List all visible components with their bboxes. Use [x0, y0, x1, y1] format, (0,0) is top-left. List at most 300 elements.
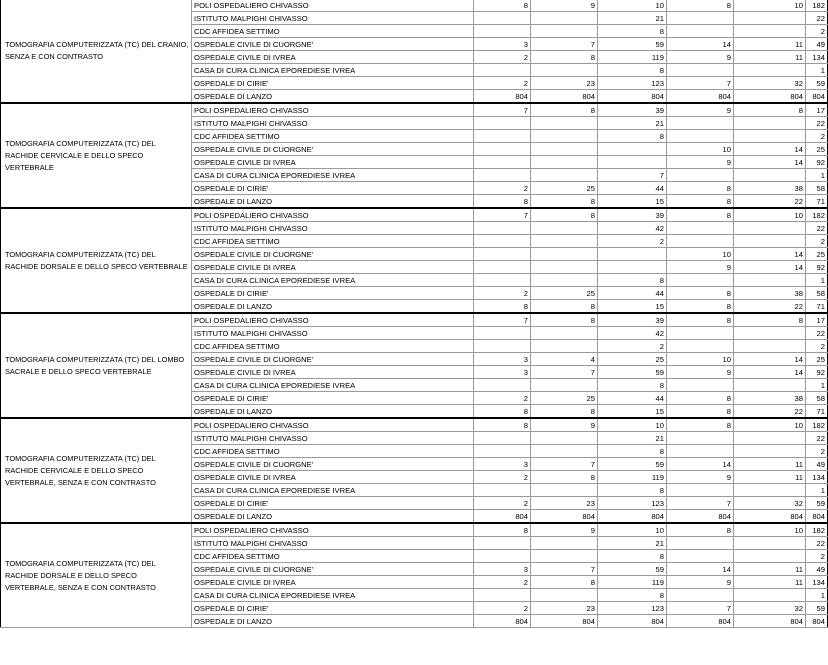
value-cell: 8 — [667, 287, 734, 300]
hospital-name-cell: CASA DI CURA CLINICA EPOREDIESE IVREA — [192, 169, 474, 182]
hospital-name-cell: ISTITUTO MALPIGHI CHIVASSO — [192, 117, 474, 130]
value-cell — [667, 379, 734, 392]
hospital-name-cell: CASA DI CURA CLINICA EPOREDIESE IVREA — [192, 379, 474, 392]
hospital-name-cell: OSPEDALE DI LANZO — [192, 195, 474, 209]
value-cell — [474, 12, 531, 25]
value-cell: 22 — [806, 12, 828, 25]
value-cell — [734, 484, 806, 497]
value-cell — [667, 484, 734, 497]
value-cell: 9 — [667, 103, 734, 117]
value-cell — [531, 117, 598, 130]
value-cell: 9 — [531, 523, 598, 537]
value-cell — [598, 143, 667, 156]
value-cell: 32 — [734, 497, 806, 510]
value-cell: 39 — [598, 313, 667, 327]
value-cell: 8 — [734, 103, 806, 117]
value-cell — [734, 222, 806, 235]
value-cell: 9 — [667, 576, 734, 589]
value-cell — [734, 445, 806, 458]
value-cell: 44 — [598, 392, 667, 405]
value-cell: 9 — [667, 366, 734, 379]
value-cell: 2 — [474, 182, 531, 195]
value-cell: 804 — [598, 615, 667, 628]
value-cell: 11 — [734, 563, 806, 576]
table-row — [1, 103, 828, 117]
hospital-name-cell: OSPEDALE CIVILE DI CUORGNE' — [192, 458, 474, 471]
value-cell: 58 — [806, 182, 828, 195]
value-cell: 804 — [667, 615, 734, 628]
value-cell — [474, 222, 531, 235]
value-cell: 804 — [474, 510, 531, 524]
value-cell: 49 — [806, 563, 828, 576]
value-cell: 49 — [806, 458, 828, 471]
value-cell — [531, 274, 598, 287]
value-cell — [474, 117, 531, 130]
value-cell — [667, 12, 734, 25]
value-cell — [531, 445, 598, 458]
value-cell: 14 — [734, 143, 806, 156]
value-cell: 59 — [806, 602, 828, 615]
value-cell: 123 — [598, 497, 667, 510]
value-cell: 9 — [531, 418, 598, 432]
value-cell — [667, 550, 734, 563]
value-cell: 22 — [734, 195, 806, 209]
value-cell: 14 — [734, 261, 806, 274]
value-cell: 804 — [474, 615, 531, 628]
table-body — [1, 0, 828, 628]
value-cell: 92 — [806, 366, 828, 379]
value-cell: 804 — [806, 615, 828, 628]
value-cell: 22 — [806, 327, 828, 340]
hospital-name-cell: OSPEDALE DI CIRIE' — [192, 77, 474, 90]
value-cell: 8 — [531, 103, 598, 117]
value-cell: 25 — [531, 182, 598, 195]
table-row — [1, 523, 828, 537]
value-cell: 39 — [598, 208, 667, 222]
value-cell — [474, 130, 531, 143]
value-cell: 25 — [531, 392, 598, 405]
value-cell — [667, 117, 734, 130]
value-cell: 10 — [598, 418, 667, 432]
value-cell — [531, 340, 598, 353]
value-cell: 8 — [667, 313, 734, 327]
value-cell: 134 — [806, 51, 828, 64]
value-cell: 21 — [598, 432, 667, 445]
hospital-name-cell: OSPEDALE CIVILE DI CUORGNE' — [192, 353, 474, 366]
hospital-name-cell: OSPEDALE DI LANZO — [192, 405, 474, 419]
value-cell — [734, 25, 806, 38]
value-cell: 8 — [474, 195, 531, 209]
value-cell — [474, 169, 531, 182]
value-cell — [734, 340, 806, 353]
value-cell: 58 — [806, 287, 828, 300]
value-cell: 9 — [667, 51, 734, 64]
value-cell: 2 — [474, 602, 531, 615]
value-cell: 804 — [734, 90, 806, 104]
value-cell: 39 — [598, 103, 667, 117]
value-cell: 8 — [598, 64, 667, 77]
value-cell — [474, 445, 531, 458]
value-cell: 22 — [806, 432, 828, 445]
hospital-name-cell: OSPEDALE CIVILE DI CUORGNE' — [192, 563, 474, 576]
hospital-name-cell: OSPEDALE CIVILE DI IVREA — [192, 471, 474, 484]
value-cell — [734, 432, 806, 445]
value-cell: 8 — [531, 313, 598, 327]
value-cell: 2 — [474, 51, 531, 64]
value-cell: 21 — [598, 12, 667, 25]
value-cell: 2 — [474, 392, 531, 405]
value-cell: 182 — [806, 208, 828, 222]
value-cell: 8 — [667, 300, 734, 314]
value-cell: 59 — [598, 563, 667, 576]
value-cell — [531, 235, 598, 248]
value-cell — [531, 25, 598, 38]
exam-name-cell: TOMOGRAFIA COMPUTERIZZATA (TC) DEL RACHIDE DORSALE E DELLO SPECO VERTEBRALE — [1, 208, 192, 313]
value-cell: 8 — [474, 523, 531, 537]
hospital-name-cell: ISTITUTO MALPIGHI CHIVASSO — [192, 327, 474, 340]
value-cell: 10 — [734, 418, 806, 432]
value-cell: 59 — [806, 77, 828, 90]
value-cell — [667, 537, 734, 550]
value-cell: 32 — [734, 77, 806, 90]
value-cell — [474, 537, 531, 550]
value-cell: 25 — [806, 248, 828, 261]
value-cell — [531, 589, 598, 602]
exam-name-cell: TOMOGRAFIA COMPUTERIZZATA (TC) DEL RACHIDE DORSALE E DELLO SPECO VERTEBRALE, SENZA E CON CONTRASTO — [1, 523, 192, 628]
value-cell: 8 — [531, 51, 598, 64]
hospital-name-cell: POLI OSPEDALIERO CHIVASSO — [192, 418, 474, 432]
value-cell: 2 — [474, 497, 531, 510]
value-cell — [667, 274, 734, 287]
value-cell: 804 — [667, 510, 734, 524]
value-cell: 804 — [734, 510, 806, 524]
value-cell — [734, 235, 806, 248]
value-cell: 182 — [806, 0, 828, 12]
value-cell — [531, 484, 598, 497]
value-cell: 2 — [806, 550, 828, 563]
hospital-name-cell: OSPEDALE DI CIRIE' — [192, 602, 474, 615]
value-cell — [474, 248, 531, 261]
hospital-name-cell: CDC AFFIDEA SETTIMO — [192, 235, 474, 248]
hospital-name-cell: OSPEDALE DI LANZO — [192, 90, 474, 104]
value-cell — [474, 25, 531, 38]
value-cell: 14 — [667, 38, 734, 51]
value-cell: 58 — [806, 392, 828, 405]
value-cell — [598, 248, 667, 261]
value-cell: 10 — [667, 143, 734, 156]
value-cell: 8 — [598, 550, 667, 563]
value-cell — [734, 379, 806, 392]
value-cell: 2 — [598, 235, 667, 248]
value-cell: 10 — [734, 0, 806, 12]
hospital-name-cell: POLI OSPEDALIERO CHIVASSO — [192, 208, 474, 222]
table-row — [1, 418, 828, 432]
value-cell: 8 — [667, 0, 734, 12]
value-cell: 1 — [806, 169, 828, 182]
hospital-name-cell: OSPEDALE DI CIRIE' — [192, 497, 474, 510]
hospital-name-cell: ISTITUTO MALPIGHI CHIVASSO — [192, 222, 474, 235]
value-cell — [734, 130, 806, 143]
value-cell: 25 — [806, 143, 828, 156]
value-cell: 134 — [806, 471, 828, 484]
value-cell: 22 — [806, 222, 828, 235]
value-cell: 44 — [598, 287, 667, 300]
hospital-name-cell: OSPEDALE CIVILE DI IVREA — [192, 51, 474, 64]
value-cell: 119 — [598, 471, 667, 484]
hospital-name-cell: POLI OSPEDALIERO CHIVASSO — [192, 103, 474, 117]
value-cell — [474, 340, 531, 353]
value-cell — [734, 64, 806, 77]
value-cell: 38 — [734, 287, 806, 300]
value-cell — [531, 261, 598, 274]
value-cell: 14 — [734, 366, 806, 379]
value-cell — [667, 130, 734, 143]
value-cell — [474, 484, 531, 497]
value-cell: 8 — [531, 208, 598, 222]
hospital-name-cell: OSPEDALE DI LANZO — [192, 300, 474, 314]
value-cell — [531, 169, 598, 182]
value-cell: 182 — [806, 418, 828, 432]
value-cell: 2 — [474, 287, 531, 300]
hospital-name-cell: OSPEDALE DI CIRIE' — [192, 287, 474, 300]
value-cell: 9 — [667, 156, 734, 169]
value-cell: 11 — [734, 51, 806, 64]
value-cell: 59 — [806, 497, 828, 510]
hospital-name-cell: OSPEDALE DI CIRIE' — [192, 392, 474, 405]
value-cell: 3 — [474, 366, 531, 379]
value-cell: 15 — [598, 300, 667, 314]
value-cell: 2 — [806, 25, 828, 38]
value-cell: 38 — [734, 182, 806, 195]
value-cell: 1 — [806, 64, 828, 77]
value-cell: 23 — [531, 497, 598, 510]
value-cell — [531, 248, 598, 261]
value-cell — [531, 12, 598, 25]
value-cell — [531, 327, 598, 340]
value-cell: 3 — [474, 353, 531, 366]
value-cell: 8 — [474, 0, 531, 12]
value-cell: 7 — [667, 497, 734, 510]
value-cell: 2 — [474, 77, 531, 90]
value-cell: 7 — [667, 602, 734, 615]
value-cell — [667, 25, 734, 38]
value-cell: 1 — [806, 274, 828, 287]
value-cell — [734, 169, 806, 182]
value-cell — [734, 274, 806, 287]
hospital-name-cell: CDC AFFIDEA SETTIMO — [192, 340, 474, 353]
value-cell — [667, 235, 734, 248]
value-cell: 8 — [598, 589, 667, 602]
value-cell: 22 — [806, 537, 828, 550]
value-cell: 23 — [531, 602, 598, 615]
value-cell: 8 — [667, 523, 734, 537]
value-cell: 8 — [667, 195, 734, 209]
exam-name-cell: TOMOGRAFIA COMPUTERIZZATA (TC) DEL RACHIDE CERVICALE E DELLO SPECO VERTEBRALE, SENZA E CON CONTRASTO — [1, 418, 192, 523]
value-cell — [474, 327, 531, 340]
value-cell: 7 — [598, 169, 667, 182]
value-cell: 10 — [734, 208, 806, 222]
value-cell: 7 — [474, 208, 531, 222]
value-cell: 8 — [598, 379, 667, 392]
value-cell: 42 — [598, 327, 667, 340]
value-cell: 804 — [531, 90, 598, 104]
value-cell: 2 — [806, 445, 828, 458]
value-cell: 25 — [806, 353, 828, 366]
value-cell — [474, 156, 531, 169]
value-cell: 8 — [474, 300, 531, 314]
value-cell: 9 — [667, 261, 734, 274]
hospital-name-cell: CASA DI CURA CLINICA EPOREDIESE IVREA — [192, 589, 474, 602]
hospital-name-cell: OSPEDALE CIVILE DI IVREA — [192, 261, 474, 274]
value-cell — [474, 432, 531, 445]
hospital-name-cell: CASA DI CURA CLINICA EPOREDIESE IVREA — [192, 484, 474, 497]
hospital-name-cell: OSPEDALE CIVILE DI IVREA — [192, 576, 474, 589]
value-cell: 8 — [734, 313, 806, 327]
value-cell: 92 — [806, 261, 828, 274]
value-cell: 2 — [806, 130, 828, 143]
hospital-name-cell: CDC AFFIDEA SETTIMO — [192, 130, 474, 143]
hospital-name-cell: CASA DI CURA CLINICA EPOREDIESE IVREA — [192, 64, 474, 77]
value-cell — [474, 274, 531, 287]
value-cell: 804 — [734, 615, 806, 628]
value-cell: 23 — [531, 77, 598, 90]
value-cell: 123 — [598, 77, 667, 90]
value-cell — [474, 550, 531, 563]
hospital-name-cell: OSPEDALE CIVILE DI CUORGNE' — [192, 143, 474, 156]
value-cell: 10 — [598, 0, 667, 12]
table-row — [1, 313, 828, 327]
value-cell: 44 — [598, 182, 667, 195]
hospital-name-cell: POLI OSPEDALIERO CHIVASSO — [192, 523, 474, 537]
value-cell: 804 — [598, 90, 667, 104]
value-cell: 11 — [734, 576, 806, 589]
value-cell — [667, 589, 734, 602]
value-cell: 10 — [667, 353, 734, 366]
value-cell: 134 — [806, 576, 828, 589]
value-cell — [667, 222, 734, 235]
value-cell: 804 — [531, 615, 598, 628]
value-cell: 15 — [598, 195, 667, 209]
value-cell: 22 — [734, 405, 806, 419]
value-cell: 59 — [598, 38, 667, 51]
value-cell: 4 — [531, 353, 598, 366]
value-cell: 8 — [531, 576, 598, 589]
value-cell: 42 — [598, 222, 667, 235]
value-cell: 17 — [806, 313, 828, 327]
value-cell: 17 — [806, 103, 828, 117]
hospital-name-cell: CDC AFFIDEA SETTIMO — [192, 550, 474, 563]
value-cell — [734, 117, 806, 130]
hospital-name-cell: CASA DI CURA CLINICA EPOREDIESE IVREA — [192, 274, 474, 287]
value-cell — [474, 64, 531, 77]
value-cell: 11 — [734, 471, 806, 484]
value-cell — [598, 261, 667, 274]
value-cell: 38 — [734, 392, 806, 405]
hospital-name-cell: ISTITUTO MALPIGHI CHIVASSO — [192, 537, 474, 550]
hospital-name-cell: OSPEDALE CIVILE DI IVREA — [192, 156, 474, 169]
value-cell: 3 — [474, 563, 531, 576]
value-cell — [474, 379, 531, 392]
hospital-name-cell: OSPEDALE DI LANZO — [192, 510, 474, 524]
value-cell — [531, 64, 598, 77]
value-cell: 10 — [598, 523, 667, 537]
value-cell — [598, 156, 667, 169]
value-cell: 14 — [667, 563, 734, 576]
value-cell — [667, 327, 734, 340]
value-cell — [474, 235, 531, 248]
value-cell — [734, 12, 806, 25]
hospital-name-cell: CDC AFFIDEA SETTIMO — [192, 445, 474, 458]
value-cell: 49 — [806, 38, 828, 51]
value-cell: 1 — [806, 484, 828, 497]
exam-name-cell: TOMOGRAFIA COMPUTERIZZATA (TC) DEL LOMBO SACRALE E DELLO SPECO VERTEBRALE — [1, 313, 192, 418]
value-cell: 8 — [531, 405, 598, 419]
value-cell: 2 — [474, 576, 531, 589]
value-cell — [474, 589, 531, 602]
value-cell: 804 — [667, 90, 734, 104]
hospital-name-cell: POLI OSPEDALIERO CHIVASSO — [192, 313, 474, 327]
value-cell: 11 — [734, 458, 806, 471]
hospital-name-cell: POLI OSPEDALIERO CHIVASSO — [192, 0, 474, 12]
value-cell: 2 — [598, 340, 667, 353]
value-cell — [667, 340, 734, 353]
value-cell — [667, 169, 734, 182]
value-cell — [531, 222, 598, 235]
value-cell: 8 — [667, 182, 734, 195]
value-cell: 7 — [531, 458, 598, 471]
value-cell: 8 — [474, 418, 531, 432]
value-cell: 10 — [734, 523, 806, 537]
value-cell — [667, 432, 734, 445]
value-cell: 8 — [667, 405, 734, 419]
table-row — [1, 208, 828, 222]
value-cell: 11 — [734, 38, 806, 51]
value-cell: 21 — [598, 537, 667, 550]
value-cell: 7 — [474, 313, 531, 327]
hospital-name-cell: CDC AFFIDEA SETTIMO — [192, 25, 474, 38]
value-cell — [531, 550, 598, 563]
value-cell — [734, 589, 806, 602]
value-cell: 22 — [734, 300, 806, 314]
value-cell — [531, 156, 598, 169]
value-cell: 32 — [734, 602, 806, 615]
hospital-name-cell: OSPEDALE CIVILE DI CUORGNE' — [192, 248, 474, 261]
hospital-name-cell: OSPEDALE DI LANZO — [192, 615, 474, 628]
value-cell: 8 — [598, 445, 667, 458]
value-cell: 7 — [667, 77, 734, 90]
value-cell — [531, 130, 598, 143]
value-cell: 804 — [806, 510, 828, 524]
value-cell — [474, 143, 531, 156]
value-cell: 804 — [531, 510, 598, 524]
exam-name-cell: TOMOGRAFIA COMPUTERIZZATA (TC) DEL CRANIO, SENZA E CON CONTRASTO — [1, 0, 192, 103]
value-cell: 71 — [806, 405, 828, 419]
value-cell: 8 — [667, 392, 734, 405]
value-cell: 14 — [734, 248, 806, 261]
value-cell — [531, 537, 598, 550]
value-cell: 7 — [531, 366, 598, 379]
value-cell: 71 — [806, 300, 828, 314]
value-cell — [667, 64, 734, 77]
hospital-name-cell: OSPEDALE DI CIRIE' — [192, 182, 474, 195]
value-cell: 7 — [474, 103, 531, 117]
hospital-name-cell: OSPEDALE CIVILE DI CUORGNE' — [192, 38, 474, 51]
value-cell: 119 — [598, 576, 667, 589]
value-cell: 15 — [598, 405, 667, 419]
value-cell: 14 — [667, 458, 734, 471]
value-cell: 10 — [667, 248, 734, 261]
value-cell: 2 — [806, 235, 828, 248]
